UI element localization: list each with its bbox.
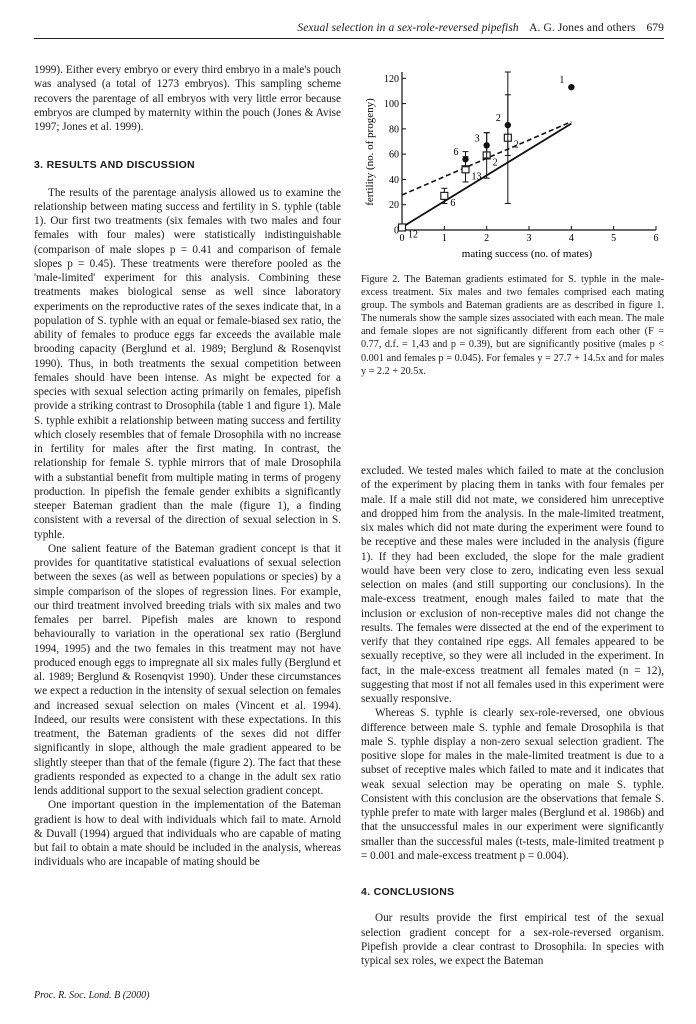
x-tick-label: 2 [484,233,490,244]
sample-size-label: 1 [559,75,565,87]
male-point [441,192,448,199]
y-axis-label: fertility (no. of progeny) [364,98,376,206]
paragraph: The results of the parentage analysis allowed us to examine the relationship between mating success and fertility in S. typhle (table 1). Our first two treatments (six females with two males and four females with four males) were statistically indistinguishable (comparison of male slopes p = 0.41 and comparison of female slopes p = 0.45). These treatments were therefore pooled as the 'male-limited' experiment for this analysis. Combining these treatments makes biological sense as well since laboratory experiments on the reproductive rates of the sexes indicate that, in a population of S. typhle with an equal or female-biased sex ratio, the ability of females to produce eggs far exceeds the available male brooding capacity (Berglund et al. 1989; Berglund & Rosenqvist 1990). Thus, in both treatments the sexual competition between females should have been intense. As might be expected for a species with sexual selection acting primarily on females, pipefish provide a striking contrast to Drosophila (table 1 and figure 1). Male S. typhle exhibit a relationship between mating success and fertility which closely resembles that of female Drosophila with no increase in fertility for males after the first mating. In contrast, the relationship for female S. typhle mirrors that of male Drosophila with a substantial benefit from multiple mating in terms of progeny production. In pipefish the female gender exhibits a significantly steeper Bateman gradient than the male (figure 1), a finding consistent with a reversal of the direction of sexual selection in S. typhle. [34,186,341,541]
left-column [34,63,341,870]
female-point [505,122,511,128]
y-tick-label: 100 [384,99,399,111]
y-tick-label: 80 [389,124,399,136]
y-tick-label: 60 [389,149,399,161]
sample-size-label: 6 [450,197,456,209]
female-point [462,156,468,162]
paragraph: Our results provide the first empirical test of the sexual selection gradient concept for a sex-role-reversed organism. Pipefish provide a clear contrast to Drosophila. In species with typical sex roles, we expect the Bateman [361,912,664,967]
data-marks [399,72,575,240]
chart-axes [384,72,659,244]
header-rule [34,38,664,39]
paragraph: One important question in the implementation of the Bateman gradient is how to deal with individuals which fail to mate. Arnold & Duvall (1994) argued that individuals who are capable of mating but fail to obtain a mate should be included in the analysis, whereas individuals who are incapable of mating should be [34,799,341,869]
bateman-gradient-chart [355,60,675,270]
right-column [361,464,664,968]
paragraph: Whereas S. typhle is clearly sex-role-reversed, one obvious difference between male S. typhle and female Drosophila is that male S. typhle display a non-zero sexual selection gradient. The positive slope for males in the male-limited treatment is due to a subset of receptive males which failed to mate and it indicates that weak sexual selection may be operating on male S. typhle. Consistent with this conclusion are the observations that female S. typhle prefer to mate with larger males (Berglund et al. 1986b) and that the unsuccessful males in our experiment were significantly smaller than the successful males (t-tests, male-limited treatment p = 0.001 and male-excess treatment p = 0.004). [361,707,664,862]
section-heading-results: 3. RESULTS AND DISCUSSION [34,159,195,172]
sample-size-label: 12 [408,229,418,241]
y-tick-label: 40 [389,174,399,186]
running-header [0,22,664,34]
x-tick-label: 5 [611,233,617,244]
sample-size-label: 2 [513,139,519,151]
header-authors: A. G. Jones and others [529,22,636,34]
x-tick-label: 3 [526,233,532,244]
x-tick-label: 0 [399,233,405,244]
section-heading-conclusions: 4. CONCLUSIONS [361,886,455,898]
y-tick-label: 120 [384,73,399,85]
paragraph: excluded. We tested males which failed to mate at the conclusion of the experiment by placing them in tanks with four females per male. If a male still did not mate, we considered him unreceptive and dropped him from the analysis. In the male-limited treatment, six males which did not mate during the experiment were found to be receptive and these males were included in the analysis (figure 1). If they had been excluded, the slope for the male gradient would have been very close to zero, indicating even less sexual selection on males (and still supporting our conclusions). In the male-excess treatment, enough males failed to mate that the inclusion or exclusion of non-receptive males did not change the results. The females were dissected at the end of the experiment to verify that they contained ripe eggs. All females appeared to be sexually receptive, so they were all included in the experiment. In fact, in the male-excess treatment all females mated (n = 12), suggesting that most if not all females used in this experiment were sexually responsive. [361,465,664,705]
y-tick-label: 0 [394,225,399,237]
x-tick-label: 4 [568,233,574,244]
sample-size-label: 2 [492,157,498,169]
x-tick-label: 6 [653,233,659,244]
page-number: 679 [646,22,664,34]
x-tick-label: 1 [441,233,447,244]
figure-caption: Figure 2. The Bateman gradients estimated for S. typhle in the male-excess treatment. Six males and two females comprised each mating group. The symbols and Bateman gradients are as described in figure 1. The numerals show the sample sizes associated with each mean. The male and female slopes are not significantly different from each other (F = 0.77, d.f. = 1,43 and p = 0.39), but are significantly positive (males p < 0.001 and females p = 0.045). For females y = 27.7 + 14.5x and for males y = 2.2 + 20.5x. [361,274,664,377]
female-point [568,84,574,90]
male-point [399,224,406,231]
running-title: Sexual selection in a sex-role-reversed pipefish [297,22,519,34]
paragraph: One salient feature of the Bateman gradient concept is that it provides for quantitative statistical evaluations of sexual selection between the sexes (as well as between populations or species) by a simple comparison of the slopes of regression lines. For example, our third treatment involved breeding trials with six males and two females per barrel. Pipefish males are known to respond behaviourally to variation in the operational sex ratio (Berglund 1994, 1995) and the two females in this treatment may not have produced enough eggs to impregnate all six males fully (Berglund et al. 1989; Berglund & Rosenqvist 1990). Under these circumstances we expect a reduction in the intensity of sexual selection on females and increased sexual selection on males (Vincent et al. 1994). Indeed, our results were consistent with these expectations. In this treatment, the Bateman gradients of the sexes did not differ significantly in slope, although the male gradient appeared to be slightly steeper than that of the female (figure 2). The fact that these gradients responded as expected to a change in the adult sex ratio lends additional support to the sexual selection gradient concept. [34,542,341,797]
sample-size-label: 13 [471,171,482,183]
sample-size-label: 6 [453,147,459,159]
female-point [483,142,489,148]
x-axis-label: mating success (no. of mates) [461,248,593,260]
sample-size-label: 2 [495,113,501,125]
y-tick-label: 20 [389,200,399,212]
sample-size-label: 3 [474,133,480,145]
footer-journal: Proc. R. Soc. Lond. B (2000) [34,990,150,1001]
paragraph-intro: 1999). Either every embryo or every third embryo in a male's pouch was analysed (a total of 1273 embryos). This sampling scheme recovers the parentage of all embryos with very little error because embryos are clumped by maternity within the pouch (Jones & Avise 1997; Jones et al. 1999). [34,64,341,133]
